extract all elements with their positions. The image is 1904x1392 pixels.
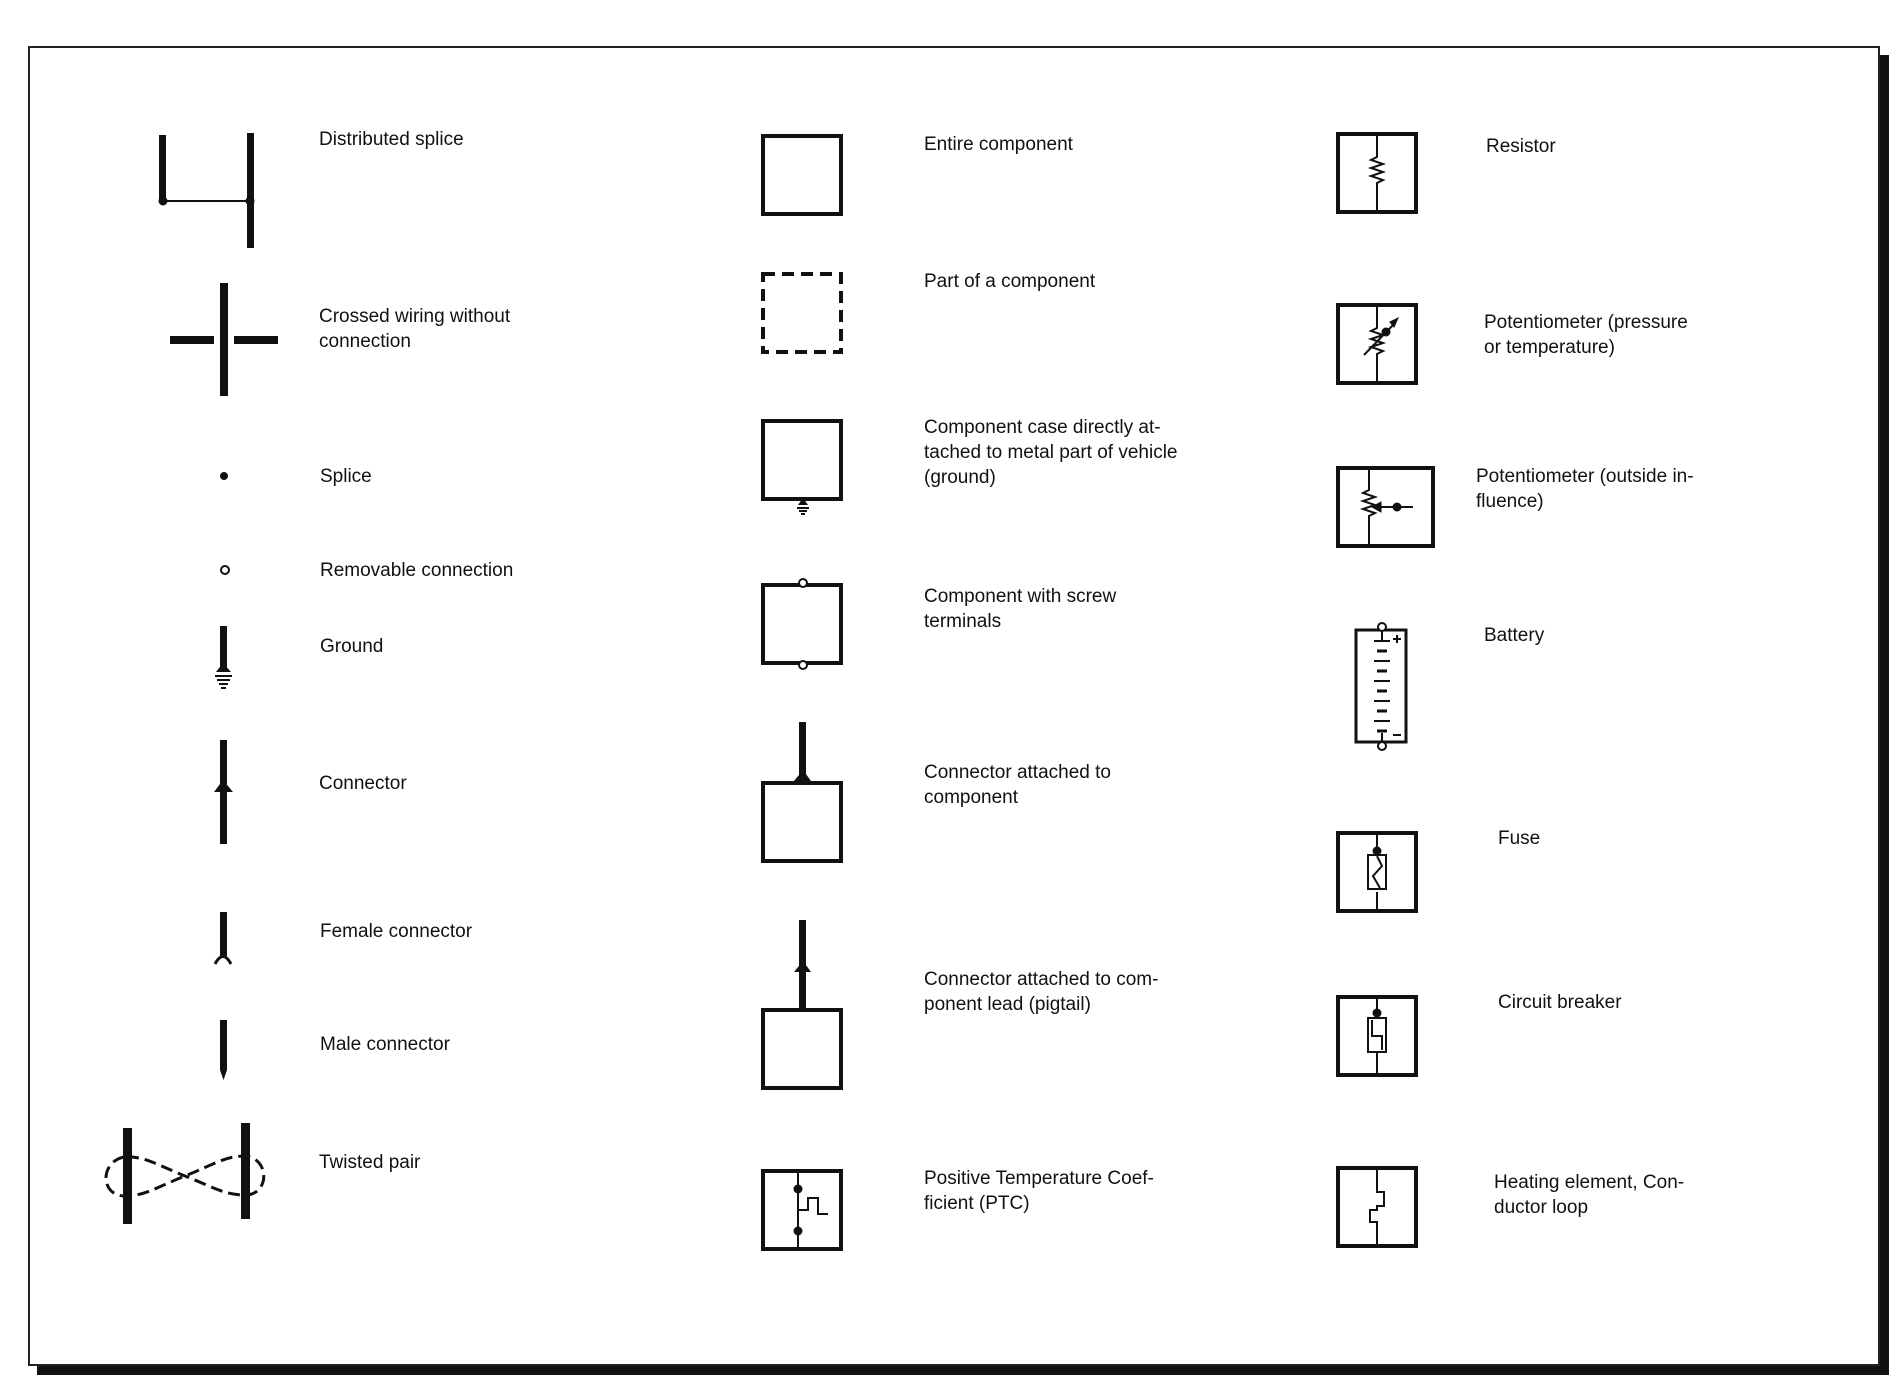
connector-to-component-icon	[763, 722, 841, 861]
label-fuse: Fuse	[1498, 828, 1541, 849]
label-connector-to-component: Connector attached to component	[924, 762, 1111, 808]
label-connector: Connector	[319, 773, 407, 794]
resistor-icon	[1338, 134, 1416, 212]
part-of-component-icon	[763, 274, 841, 352]
distributed-splice-icon	[159, 133, 254, 248]
label-connector-pigtail: Connector attached to com- ponent lead (pigtail)	[924, 969, 1159, 1015]
label-ptc: Positive Temperature Coef- ficient (PTC)	[924, 1168, 1154, 1214]
label-female-connector: Female connector	[320, 921, 473, 942]
splice-icon	[220, 472, 228, 480]
ground-icon	[215, 626, 232, 688]
connector-icon	[214, 740, 233, 844]
label-heating-element: Heating element, Con- ductor loop	[1494, 1172, 1685, 1218]
label-male-connector: Male connector	[320, 1034, 450, 1055]
label-component-case-ground: Component case directly at- tached to metal part of vehicle (ground)	[924, 417, 1178, 488]
entire-component-icon	[763, 136, 841, 214]
male-connector-icon	[220, 1020, 227, 1080]
label-resistor: Resistor	[1486, 136, 1556, 157]
label-twisted-pair: Twisted pair	[319, 1152, 421, 1173]
screw-terminals-icon	[763, 579, 841, 669]
component-case-ground-icon	[763, 421, 841, 514]
crossed-wiring-icon	[170, 283, 278, 396]
label-splice: Splice	[320, 466, 372, 487]
ptc-icon	[763, 1171, 841, 1249]
label-removable-connection: Removable connection	[320, 560, 514, 581]
circuit-breaker-icon	[1338, 997, 1416, 1075]
label-screw-terminals: Component with screw terminals	[924, 586, 1117, 632]
label-battery: Battery	[1484, 625, 1545, 646]
label-ground: Ground	[320, 636, 384, 657]
potentiometer-pressure-icon	[1338, 305, 1416, 383]
label-crossed-wiring: Crossed wiring without connection	[319, 306, 511, 352]
female-connector-icon	[215, 912, 231, 964]
battery-icon	[1356, 623, 1406, 750]
label-circuit-breaker: Circuit breaker	[1498, 992, 1622, 1013]
potentiometer-outside-icon	[1338, 468, 1433, 546]
removable-connection-icon	[221, 566, 229, 574]
heating-element-icon	[1338, 1168, 1416, 1246]
label-part-of-component: Part of a component	[924, 271, 1096, 292]
twisted-pair-icon	[106, 1123, 264, 1224]
label-potentiometer-pressure: Potentiometer (pressure or temperature)	[1484, 312, 1688, 358]
label-distributed-splice: Distributed splice	[319, 129, 464, 150]
label-entire-component: Entire component	[924, 134, 1073, 155]
fuse-icon	[1338, 833, 1416, 911]
connector-pigtail-icon	[763, 920, 841, 1088]
label-potentiometer-outside: Potentiometer (outside in- fluence)	[1476, 466, 1694, 512]
